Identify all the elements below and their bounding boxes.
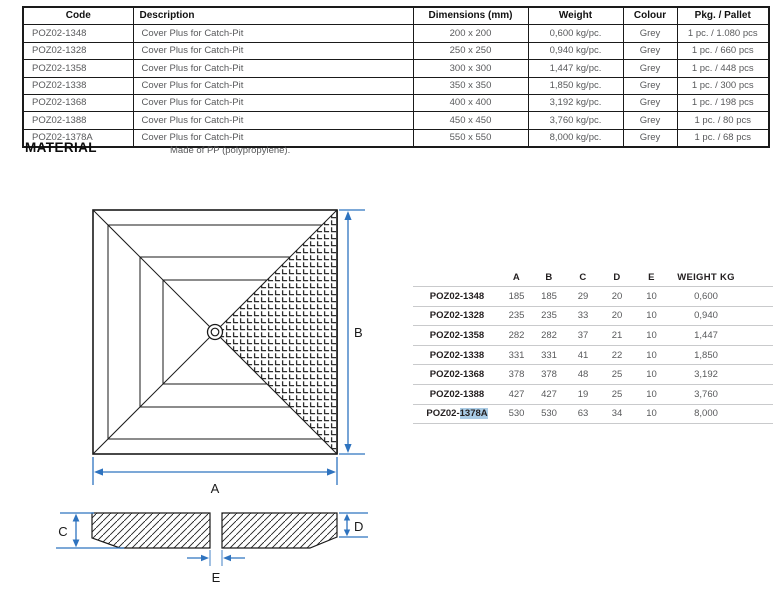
description-cell: Cover Plus for Catch-Pit xyxy=(133,42,413,59)
weight-cell: 1,447 xyxy=(694,329,718,341)
cover-top-view-diagram xyxy=(50,198,390,498)
dimensions-cell: 550 x 550 xyxy=(413,129,528,147)
pkg-cell: 1 pc. / 80 pcs xyxy=(677,112,769,129)
section-body-right xyxy=(222,513,337,548)
table-row xyxy=(23,112,769,129)
c-cell: 48 xyxy=(577,369,589,381)
pkg-cell: 1 pc. / 300 pcs xyxy=(677,77,769,94)
b-cell: 331 xyxy=(541,349,557,361)
weight-cell: 3,760 xyxy=(694,388,718,400)
code-cell: POZ02-1328 xyxy=(23,42,133,59)
weight-cell: 8,000 xyxy=(694,408,718,420)
d-cell: 21 xyxy=(611,329,623,341)
arrowhead-icon xyxy=(73,540,80,548)
product-table-header-row xyxy=(23,7,769,25)
center-hole-inner xyxy=(211,328,219,336)
c-cell: 63 xyxy=(577,408,589,420)
d-cell: 34 xyxy=(611,408,623,420)
a-cell: 185 xyxy=(508,290,525,302)
table-row xyxy=(413,287,773,307)
b-cell: 282 xyxy=(541,329,557,341)
d-cell: 20 xyxy=(611,290,623,302)
a-cell: 235 xyxy=(508,310,525,322)
material-heading: MATERIAL xyxy=(25,140,97,155)
column-header-dimensions: Dimensions (mm) xyxy=(413,7,528,25)
d-cell: 20 xyxy=(611,310,623,322)
arrowhead-icon xyxy=(327,468,336,475)
e-cell: 10 xyxy=(646,408,657,420)
dimensions-cell: 250 x 250 xyxy=(413,42,528,59)
arrowhead-icon xyxy=(73,514,80,522)
dim-a-label: A xyxy=(210,481,220,496)
column-header-b: B xyxy=(545,271,553,283)
arrowhead-icon xyxy=(344,530,350,537)
table-row xyxy=(413,385,773,405)
a-cell: 427 xyxy=(508,388,525,400)
dim-c-label: C xyxy=(58,524,68,539)
e-cell: 10 xyxy=(646,329,657,341)
code-cell: POZ02-1348 xyxy=(429,290,485,302)
table-row xyxy=(413,405,773,425)
colour-cell: Grey xyxy=(623,42,677,59)
b-cell: 530 xyxy=(541,408,557,420)
column-header-weight-kg: WEIGHT KG xyxy=(677,271,735,283)
c-cell: 19 xyxy=(577,388,589,400)
table-row xyxy=(23,129,769,147)
section-body-left xyxy=(92,513,210,548)
e-cell: 10 xyxy=(646,290,657,302)
colour-cell: Grey xyxy=(623,25,677,42)
colour-cell: Grey xyxy=(623,94,677,111)
arrowhead-icon xyxy=(344,514,350,521)
colour-cell: Grey xyxy=(623,60,677,77)
table-row xyxy=(413,365,773,385)
weight-cell: 3,760 kg/pc. xyxy=(528,112,623,129)
pkg-cell: 1 pc. / 1.080 pcs xyxy=(677,25,769,42)
d-cell: 25 xyxy=(611,388,623,400)
table-row xyxy=(23,25,769,42)
code-cell: POZ02-1358 xyxy=(23,60,133,77)
dim-b-label: B xyxy=(354,325,363,340)
description-cell: Cover Plus for Catch-Pit xyxy=(133,25,413,42)
table-row xyxy=(413,346,773,366)
b-cell: 235 xyxy=(541,310,557,322)
colour-cell: Grey xyxy=(623,112,677,129)
textured-quadrant-pattern xyxy=(215,210,337,454)
code-cell: POZ02-1378A xyxy=(426,408,488,420)
a-cell: 530 xyxy=(508,408,525,420)
weight-cell: 0,940 xyxy=(694,310,718,322)
a-cell: 331 xyxy=(508,349,525,361)
pkg-cell: 1 pc. / 198 pcs xyxy=(677,94,769,111)
column-header-e: E xyxy=(648,271,655,283)
pkg-cell: 1 pc. / 448 pcs xyxy=(677,60,769,77)
code-cell: POZ02-1328 xyxy=(429,310,485,322)
weight-cell: 0,600 xyxy=(694,290,718,302)
pkg-cell: 1 pc. / 660 pcs xyxy=(677,42,769,59)
table-row xyxy=(23,60,769,77)
arrowhead-icon xyxy=(344,444,351,453)
code-cell: POZ02-1348 xyxy=(23,25,133,42)
arrowhead-icon xyxy=(94,468,103,475)
dimensions-cell: 350 x 350 xyxy=(413,77,528,94)
weight-cell: 3,192 xyxy=(694,369,718,381)
dimensions-cell: 400 x 400 xyxy=(413,94,528,111)
e-cell: 10 xyxy=(646,310,657,322)
column-header-a: A xyxy=(512,271,521,283)
weight-cell: 1,850 kg/pc. xyxy=(528,77,623,94)
cover-cross-section-diagram xyxy=(40,500,410,592)
b-cell: 427 xyxy=(541,388,557,400)
column-header-weight: Weight xyxy=(528,7,623,25)
column-header-pkg-pallet: Pkg. / Pallet xyxy=(677,7,769,25)
pkg-cell: 1 pc. / 68 pcs xyxy=(677,129,769,147)
material-description: Made of PP (polypropylene). xyxy=(170,145,291,156)
dimensions-cell: 300 x 300 xyxy=(413,60,528,77)
b-cell: 185 xyxy=(541,290,557,302)
c-cell: 29 xyxy=(577,290,589,302)
code-cell: POZ02-1368 xyxy=(23,94,133,111)
column-header-code: Code xyxy=(23,7,133,25)
b-cell: 378 xyxy=(541,369,557,381)
table-row xyxy=(23,77,769,94)
dimension-table xyxy=(413,268,773,424)
dimensions-cell: 450 x 450 xyxy=(413,112,528,129)
weight-cell: 0,940 kg/pc. xyxy=(528,42,623,59)
description-cell: Cover Plus for Catch-Pit xyxy=(133,129,413,147)
description-cell: Cover Plus for Catch-Pit xyxy=(133,94,413,111)
description-cell: Cover Plus for Catch-Pit xyxy=(133,112,413,129)
weight-cell: 1,850 xyxy=(694,349,718,361)
column-header-description: Description xyxy=(133,7,413,25)
column-header-c: C xyxy=(579,271,587,283)
code-cell: POZ02-1358 xyxy=(429,329,485,341)
table-row xyxy=(413,326,773,346)
a-cell: 378 xyxy=(508,369,525,381)
column-header-colour: Colour xyxy=(623,7,677,25)
c-cell: 41 xyxy=(577,349,589,361)
arrowhead-icon xyxy=(223,555,231,561)
description-cell: Cover Plus for Catch-Pit xyxy=(133,60,413,77)
description-cell: Cover Plus for Catch-Pit xyxy=(133,77,413,94)
dim-e-label: E xyxy=(211,570,221,585)
a-cell: 282 xyxy=(508,329,525,341)
table-row xyxy=(23,42,769,59)
code-cell: POZ02-1338 xyxy=(429,349,485,361)
dimension-table-header-row xyxy=(413,268,773,287)
e-cell: 10 xyxy=(646,369,657,381)
e-cell: 10 xyxy=(646,388,657,400)
arrowhead-icon xyxy=(201,555,209,561)
code-cell: POZ02-1388 xyxy=(23,112,133,129)
weight-cell: 0,600 kg/pc. xyxy=(528,25,623,42)
table-row xyxy=(413,307,773,327)
c-cell: 37 xyxy=(577,329,589,341)
table-row xyxy=(23,94,769,111)
code-cell: POZ02-1388 xyxy=(429,388,485,400)
weight-cell: 1,447 kg/pc. xyxy=(528,60,623,77)
column-header-d: D xyxy=(613,271,621,283)
d-cell: 22 xyxy=(611,349,623,361)
colour-cell: Grey xyxy=(623,77,677,94)
product-table xyxy=(22,6,770,148)
weight-cell: 3,192 kg/pc. xyxy=(528,94,623,111)
c-cell: 33 xyxy=(577,310,589,322)
colour-cell: Grey xyxy=(623,129,677,147)
dim-d-label: D xyxy=(354,519,364,534)
weight-cell: 8,000 kg/pc. xyxy=(528,129,623,147)
e-cell: 10 xyxy=(646,349,657,361)
code-cell: POZ02-1378A xyxy=(23,129,133,147)
arrowhead-icon xyxy=(344,211,351,220)
code-cell: POZ02-1338 xyxy=(23,77,133,94)
dimensions-cell: 200 x 200 xyxy=(413,25,528,42)
d-cell: 25 xyxy=(611,369,623,381)
code-cell: POZ02-1368 xyxy=(429,369,485,381)
highlighted-text: 1378A xyxy=(459,408,488,420)
